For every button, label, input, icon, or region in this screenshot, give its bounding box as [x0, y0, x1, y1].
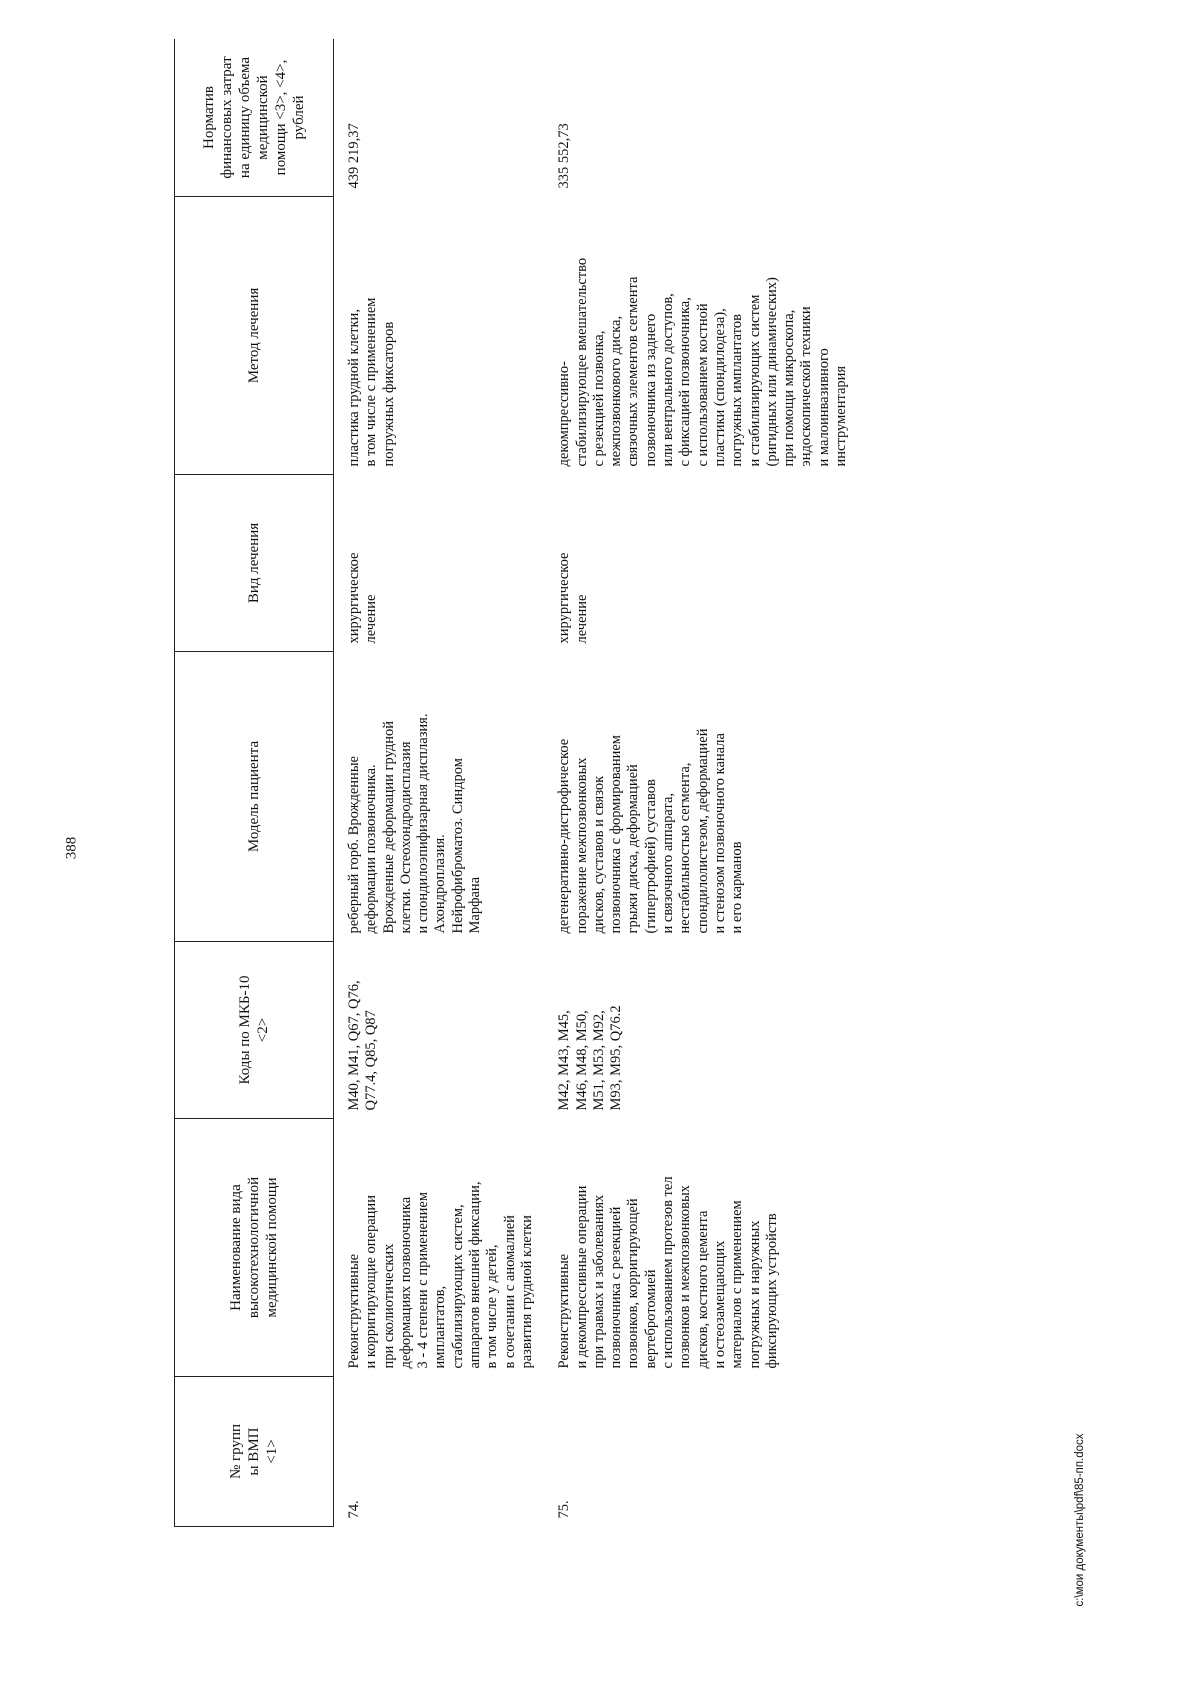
cell-patient-model: дегенеративно-дистрофическое поражение межпозвонковых дисков, суставов и связок позвоночника с формированием грыжи диска, деформацией (гипертрофией) суставов и связочного аппарата, нестабильностью сегмента, спондилолистезом, деформацией и стенозом позвоночного канала и его карманов [556, 728, 746, 934]
table-row [542, 39, 850, 1527]
header-treatment-type: Вид лечения [175, 475, 334, 652]
cell-codes: M42, M43, M45, M46, M48, M50, M51, M53, M92, M93, M95, Q76.2 [556, 1005, 625, 1111]
cell-patient-model: реберный горб. Врожденные деформации позвоночника. Врожденные деформации грудной клетки. Остеохондродисплазия и спондилоэпифизарная дисплазия. Ахондроплазия. Нейрофиброматоз. Синдром Марфана [346, 713, 484, 934]
cell-group: 74. [346, 1500, 362, 1519]
header-group: № групп ы ВМП <1> [175, 1377, 334, 1527]
footer-file-path: c:\мои документы\pdf\85-пп.docx [1074, 1433, 1086, 1607]
page-number: 388 [63, 836, 80, 860]
rotated-content [174, 39, 850, 1527]
vmp-table [174, 39, 850, 1527]
header-name: Наименование вида высокотехнологичной медицинской помощи [175, 1119, 334, 1377]
cell-cost: 439 219,37 [346, 123, 362, 189]
cell-method: декомпрессивно- стабилизирующее вмешательство с резекцией позвонка, межпозвонкового диска, связочных элементов сегмента позвоночника из заднего или вентрального доступов, с фиксацией позвоночника, с использованием костной пластики (спондилодеза), погружных имплантатов и стабилизирующих систем (ригидных или динамических) при помощи микроскопа, эндоскопической техники и малоинвазивного инструментария [556, 257, 850, 467]
header-method: Метод лечения [175, 197, 334, 475]
cell-treatment-type: хирургическое лечение [346, 552, 380, 644]
rotated-page [174, 39, 850, 1527]
cell-group: 75. [556, 1500, 573, 1519]
header-patient-model: Модель пациента [175, 652, 334, 942]
cell-treatment-type: хирургическое лечение [556, 552, 590, 644]
cell-name: Реконструктивные и декомпрессивные операции при травмах и заболеваниях позвоночника с резекцией позвонков, корригирующей вертебротомией с использованием протезов тел позвонков и межпозвонковых дисков, костного цемента и остеозамещающих материалов с применением погружных и наружных фиксирующих устройств [556, 1176, 780, 1369]
header-codes: Коды по МКБ-10 <2> [175, 942, 334, 1119]
table-row [334, 39, 543, 1527]
header-row [175, 39, 334, 1527]
cell-method: пластика грудной клетки, в том числе с применением погружных фиксаторов [346, 297, 397, 467]
cell-cost: 335 552,73 [556, 123, 573, 189]
header-cost: Норматив финансовых затрат на единицу объема медицинской помощи <3>, <4>, рублей [175, 39, 334, 197]
cell-name: Реконструктивные и корригирующие операции при сколиотических деформациях позвоночника 3 - 4 степени с применением имплантатов, стабилизирующих систем, аппаратов внешней фиксации, в том числе у детей, в сочетании с аномалией развития грудной клетки [346, 1181, 535, 1369]
cell-codes: M40, M41, Q67, Q76, Q77.4, Q85, Q87 [346, 980, 380, 1111]
